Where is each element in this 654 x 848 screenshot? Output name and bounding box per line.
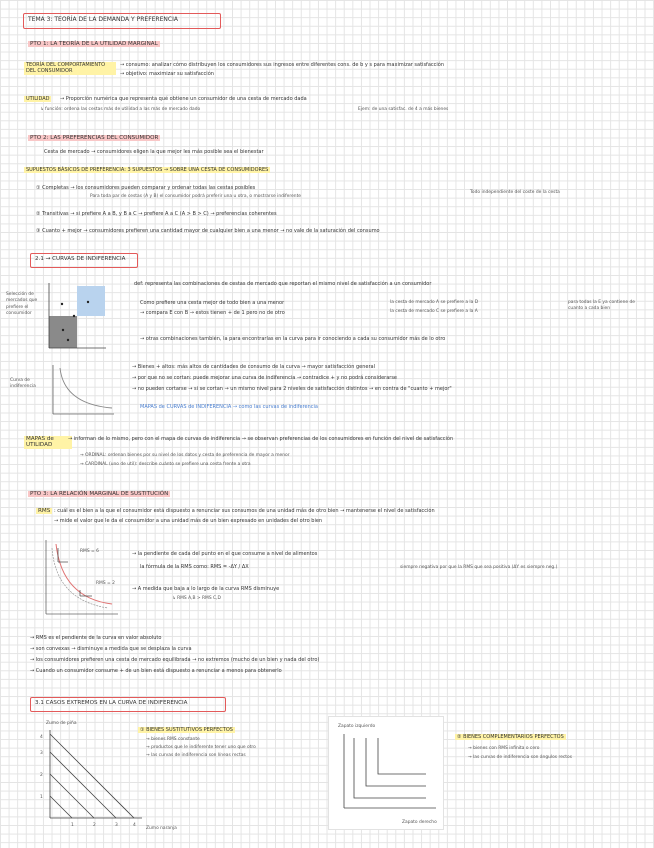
section1-heading: PTO 1: LA TEORÍA DE LA UTILIDAD MARGINAL <box>30 41 158 47</box>
complements-y-label: Zapato izquierdo <box>338 724 376 729</box>
substitutes-line-4 <box>50 734 134 818</box>
section1-term2: UTILIDAD <box>26 96 50 102</box>
point-e <box>62 329 64 331</box>
case1-title: ① BIENES SUSTITUTIVOS PERFECTOS <box>140 727 233 733</box>
section21-c2: → compara E con B → estos tienen + de 1 pero no de otro <box>140 310 285 316</box>
rms-r2b: siempre negativa por que la RMS que sea positiva (ΔY es siempre neg.) <box>400 565 558 570</box>
graph1-label: Selección de mercados que prefiere el consumidor <box>6 292 38 317</box>
point-d <box>87 301 89 303</box>
rms-def: : cuál es el bien a la que el consumidor está dispuesto a renunciar sus consumos de una unidad más de otro bien → mantenerse el nivel de satisfacción <box>54 508 435 514</box>
section2-s1b: Para toda par de cestas (A y B) el consumidor podrá preferir una u otra, o mostrarse indiferente <box>90 194 301 199</box>
graph2-label: Curva de indiferencia <box>10 378 36 390</box>
mapas-b1: → ORDINAL: ordenan bienes por su nivel de los datos y cesta de preferencia de mayor a menor <box>80 453 290 458</box>
section1-term1: TEORÍA DEL COMPORTAMIENTO DEL CONSUMIDOR <box>24 62 116 75</box>
case1-l2: → productos que le indiferente tener uno que otro <box>146 745 256 750</box>
market-basket-chart <box>48 282 108 350</box>
section21-c3: → otras combinaciones también, la para encontrarlas en la curva para ir conociendo a cada su consumidor más de lo otro <box>140 336 446 342</box>
section2-s2: ② Transitivas → si prefiere A a B, y B a C → prefiere A a C (A > B > C) → preferencias coherentes <box>36 211 277 217</box>
case1-l3: → las curvas de indiferencia son líneas rectas <box>146 753 246 758</box>
page-title: TEMA 3: TEORÍA DE LA DEMANDA Y PREFERENCIA <box>28 16 178 23</box>
point-g <box>67 339 69 341</box>
complements-chart <box>340 732 438 818</box>
rms-r3b: ↳ RMS A,B > RMS C,D <box>172 596 221 601</box>
section2-s1: ① Completas → los consumidores pueden comparar y ordenar todas las cestas posibles <box>36 185 256 191</box>
rms-p1: → RMS es el pendiente de la curva en valor absoluto <box>30 635 162 641</box>
rms-p4: → Cuando un consumidor consume + de un bien está dispuesto a renunciar a menos para obtenerlo <box>30 668 282 674</box>
substitutes-ytick-3: 3 <box>40 751 43 756</box>
case2-l2: → las curvas de indiferencia son ángulos rectos <box>468 755 572 760</box>
substitutes-xtick-2: 2 <box>93 823 96 828</box>
rms-p3: → los consumidores prefieren una cesta de mercado equilibrada → no extremos (mucho de un bien y nada del otro) <box>30 657 320 663</box>
rms-r2: la fórmula de la RMS como: RMS = -ΔY / ΔX <box>140 564 249 570</box>
section21-def: def: representa las combinaciones de cestas de mercado que reportan el mismo nivel de satisfacción a un consumidor <box>134 281 432 287</box>
rms-def2: → mide el valor que le da el consumidor a una unidad más de un bien expresado en unidades del otro bien <box>54 518 323 524</box>
substitutes-xtick-1: 1 <box>71 823 74 828</box>
substitutes-ytick-2: 2 <box>40 773 43 778</box>
substitutes-line-3 <box>50 752 116 818</box>
case2-l1: → bienes con RMS infinita o cero <box>468 746 540 751</box>
section21-b3: → no pueden cortarse → si se cortan → un mismo nivel para 2 niveles de satisfacción distintos → en contra de "cuanto + mejor" <box>132 386 452 392</box>
complements-curve-3 <box>378 738 426 774</box>
section21-b1: → Bienes + altos: más altos de cantidades de consumo de la curva → mayor satisfacción general <box>132 364 376 370</box>
section1-def2b: ↳ función: ordena las cestas más de utilidad a las más de mercado dado <box>40 107 201 112</box>
substitutes-line-1 <box>50 796 72 818</box>
mapas-b2: → CARDINAL (uno de util): describe cuánto se prefiere una cesta frente a otra <box>80 462 251 467</box>
rms-label-2: RMS = 2 <box>96 581 115 586</box>
rms-p2: → son convexas → disminuye a medida que se desplaza la curva <box>30 646 192 652</box>
rms-r3: → A medida que baja a lo largo de la curva RMS disminuye <box>132 586 280 592</box>
section21-b4: MAPAS de CURVAS de INDIFERENCIA → como las curvas de indiferencia <box>140 404 318 410</box>
rms-label-1: RMS = 6 <box>80 549 99 554</box>
substitutes-xtick-3: 3 <box>115 823 118 828</box>
section21-c1c: la cesta de mercado C se prefiere a la A <box>390 309 478 314</box>
point-b <box>61 303 63 305</box>
mapas-term: MAPAS de UTILIDAD <box>24 436 72 449</box>
substitutes-ytick-4: 4 <box>40 735 43 740</box>
case1-l1: → bienes RMS constante <box>146 737 200 742</box>
section2-s3: ③ Cuanto + mejor → consumidores prefieren una cantidad mayor de cualquier bien a una menor → no vale de la saturación del consumo <box>36 228 380 234</box>
complements-curve-2 <box>366 738 426 786</box>
section21-heading: 2.1 → CURVAS DE INDIFERENCIA <box>35 256 126 262</box>
substitutes-y-label: Zumo de piña <box>46 721 77 726</box>
section2-s1c: Todo independiente del coste de la cesta <box>470 190 560 195</box>
rms-term: RMS <box>38 508 51 514</box>
case2-title: ② BIENES COMPLEMENTARIOS PERFECTOS <box>457 734 564 740</box>
substitutes-line-2 <box>50 774 94 818</box>
section21-c1b: la cesta de mercado A se prefiere a la D <box>390 300 479 305</box>
substitutes-x-label: Zumo naranja <box>146 826 177 831</box>
mapas-def: → informan de lo mismo, pero con el mapa de curvas de indiferencia → se observan preferencias de los consumidores en función del nivel de satisfacción <box>68 436 454 442</box>
substitutes-chart <box>38 728 148 836</box>
section2-line1: Cesta de mercado → consumidores eligen la que mejor les más posible sea el bienestar <box>44 149 264 155</box>
section1-def2: → Proporción numérica que representa qué obtiene un consumidor de una cesta de mercado dada <box>60 96 307 102</box>
point-a <box>73 315 75 317</box>
rms-r1: → la pendiente de cada del punto en el que consume a nivel de alimentos <box>132 551 318 557</box>
section21-c1: Como prefiere una cesta mejor de todo bien a una menor <box>140 300 285 306</box>
section21-c1d: para todas la E ya contiene de cuanto a cada bien <box>568 300 635 312</box>
section3-heading: PTO 3: LA RELACIÓN MARGINAL DE SUSTITUCIÓN <box>30 491 169 497</box>
complements-x-label: Zapato derecho <box>402 820 437 825</box>
section2-heading: PTO 2: LAS PREFERENCIAS DEL CONSUMIDOR <box>30 135 159 141</box>
complements-curve-1 <box>354 738 426 798</box>
substitutes-xtick-4: 4 <box>133 823 136 828</box>
section2-subheading: SUPUESTOS BÁSICOS DE PREFERENCIA: 3 SUPUESTOS → SOBRE UNA CESTA DE CONSUMIDORES <box>26 167 269 173</box>
section31-heading: 3.1 CASOS EXTREMOS EN LA CURVA DE INDIFERENCIA <box>35 700 188 706</box>
section21-b2: → por que no se cortan: puede mejorar una curva de indiferencia → contradice + y no podrá considerarse <box>132 375 398 381</box>
section1-def1b: → objetivo: maximizar su satisfacción <box>120 71 214 77</box>
section1-def2c: Ejem: de una satisfac. de 4 a más bienes <box>358 107 449 112</box>
section1-def1: → consumo: analizar cómo distribuyen los consumidores sus ingresos entre diferentes cons. de b y s para maximizar satisfacción <box>120 62 444 68</box>
indifference-curve-chart <box>52 364 116 416</box>
substitutes-ytick-1: 1 <box>40 795 43 800</box>
